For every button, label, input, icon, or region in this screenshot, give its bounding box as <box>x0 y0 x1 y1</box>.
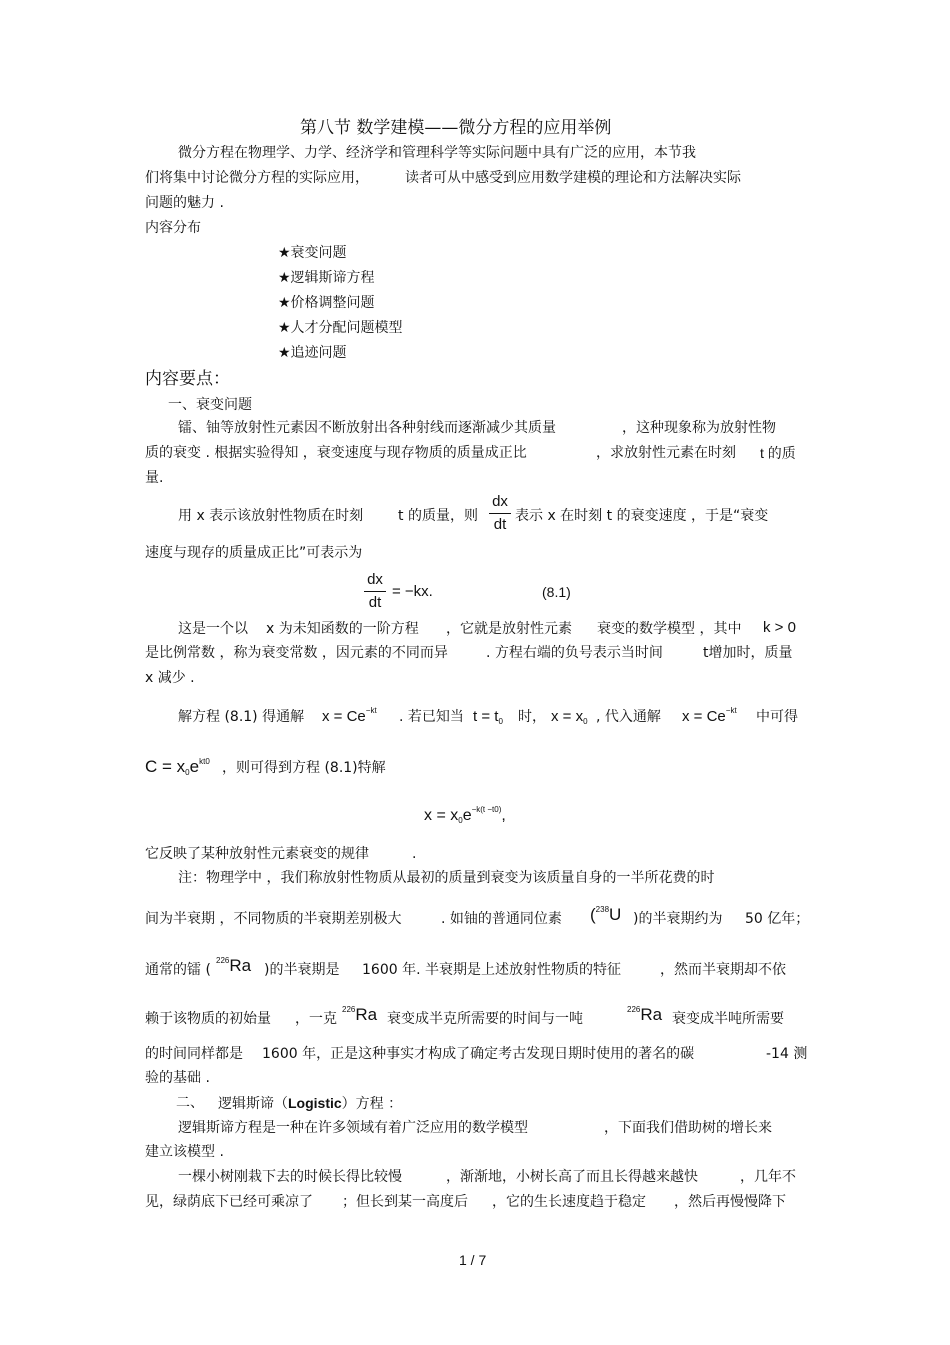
fraction-bar <box>489 513 511 514</box>
intro-line-2a: 们将集中讨论微分方程的实际应用， <box>145 170 369 186</box>
fraction-denominator: dt <box>368 594 382 611</box>
s1-para-4b: t 的质量，则 <box>398 508 478 524</box>
fraction-denominator: dt <box>493 516 507 533</box>
s2-para-3b: ，渐渐地，小树长高了而且长得越来越快 <box>446 1169 698 1185</box>
intro-line-2b: 读者可从中感受到应用数学建模的理论和方法解决实际 <box>405 170 741 186</box>
uranium-isotope: ($^{238}$U <box>590 905 622 924</box>
s1-para-3: 量. <box>145 470 164 486</box>
exponent <box>472 805 502 814</box>
s1-para-9a: 解方程 (8.1) 得通解 <box>178 709 305 725</box>
s1-para-6c: ，它就是放射性元素 <box>446 621 572 637</box>
subscript-zero: 0 <box>458 816 463 825</box>
s1-para-1b: ，这种现象称为放射性物 <box>622 420 776 436</box>
s1-para-7a: 是比例常数 ，称为衰变常数 ，因元素的不同而异 <box>145 645 448 661</box>
subscript-zero: 0 <box>185 768 190 777</box>
exponent-subscript: 0 <box>494 805 499 814</box>
s1-para-2a: 质的衰变 . 根据实验得知 ，衰变速度与现存物质的质量成正比 <box>145 445 527 461</box>
section-2-title-a: 逻辑斯谛（ <box>218 1096 288 1112</box>
s1-para-9c: 时， <box>518 709 546 725</box>
s1-para-16c: 衰变成半克所需要的时间与一吨 <box>387 1011 583 1027</box>
section-1-heading: 一、衰变问题 <box>168 397 252 413</box>
s1-para-9b: . 若已知当 <box>399 709 464 725</box>
initial-mass <box>551 708 588 726</box>
s1-para-14b: . 如铀的普通同位素 <box>441 911 562 927</box>
s1-para-17a: 的时间同样都是 <box>145 1046 243 1062</box>
exponent: −kt <box>365 706 377 715</box>
s1-para-4c: 表示 x 在时刻 t 的衰变速度 ，于是“衰变 <box>515 508 769 524</box>
page-number: 1 / 7 <box>459 1252 487 1268</box>
s1-para-17c: -14 测 <box>766 1046 808 1062</box>
exponent <box>199 757 210 766</box>
section-2-title <box>218 1094 402 1113</box>
s2-para-4a: 见，绿荫底下已经可乘凉了 <box>145 1194 313 1210</box>
element-symbol: Ra <box>355 1005 378 1024</box>
exponent: −kt <box>725 706 737 715</box>
general-solution-repeat <box>682 708 737 726</box>
s2-para-1b: ，下面我们借助树的增长来 <box>604 1120 772 1136</box>
s2-para-2: 建立该模型 . <box>145 1144 224 1160</box>
s1-para-7b: . 方程右端的负号表示当时间 <box>486 645 663 661</box>
fraction-dx-dt-inline <box>489 493 511 534</box>
element-symbol: U <box>609 905 622 924</box>
s2-para-3a: 一棵小树刚栽下去的时候长得比较慢 <box>178 1169 402 1185</box>
radium-isotope <box>627 1006 662 1024</box>
toc-item-logistic: ★逻辑斯谛方程 <box>278 270 375 286</box>
s2-para-1a: 逻辑斯谛方程是一种在许多领域有着广泛应用的数学模型 <box>178 1120 528 1136</box>
s2-para-4d: ，然后再慢慢降下 <box>674 1194 786 1210</box>
trailing-comma: , <box>501 807 506 824</box>
radium-isotope <box>216 957 251 975</box>
key-points-heading: 内容要点： <box>145 369 230 389</box>
s1-para-16b: ，一克 <box>295 1011 337 1027</box>
s1-para-13: 注：物理学中 ，我们称放射性物质从最初的质量到衰变为该质量自身的一半所花费的时 <box>178 870 715 886</box>
s1-para-1a: 镭、铀等放射性元素因不断放射出各种射线而逐渐减少其质量 <box>178 420 556 436</box>
s1-para-14a: 间为半衰期 ，不同物质的半衰期差别极大 <box>145 911 402 927</box>
mass-number: 226 <box>216 956 230 965</box>
s1-para-6d: 衰变的数学模型 ，其中 <box>597 621 742 637</box>
exponent-close: ) <box>498 805 502 814</box>
mass-number: 226 <box>627 1005 641 1014</box>
section-2-number: 二、 <box>176 1095 204 1111</box>
exponent-base: kt <box>199 757 206 766</box>
fraction-bar <box>364 591 386 592</box>
s1-para-2c: t 的质 <box>760 445 796 461</box>
s1-para-15c: 1600 年. 半衰期是上述放射性物质的特征 <box>362 962 621 978</box>
s1-para-14d: 50 亿年； <box>745 911 810 927</box>
equation-rhs: = −kx. <box>392 583 433 600</box>
element-symbol: Ra <box>229 956 252 975</box>
intro-line-1: 微分方程在物理学、力学、经济学和管理科学等实际问题中具有广泛的应用，本节我 <box>178 145 696 161</box>
s2-para-4c: ，它的生长速度趋于稳定 <box>492 1194 646 1210</box>
particular-solution-base: x = x <box>424 807 459 824</box>
s1-para-6b: x 为未知函数的一阶方程 <box>266 621 419 637</box>
initial-time <box>473 708 503 726</box>
constant-c-base: C = x <box>145 757 186 776</box>
exponent-subscript: 0 <box>205 757 210 766</box>
toc-item-talent: ★人才分配问题模型 <box>278 320 403 336</box>
toc-heading: 内容分布 <box>145 220 201 236</box>
general-solution-base: x = Ce <box>322 708 366 725</box>
s1-para-14c: )的半衰期约为 <box>633 911 723 927</box>
s1-para-15b: )的半衰期是 <box>264 962 340 978</box>
toc-item-decay: ★衰变问题 <box>278 245 347 261</box>
equation-label-8-1: (8.1) <box>542 584 571 600</box>
s1-para-5: 速度与现存的质量成正比”可表示为 <box>145 545 363 561</box>
initial-mass-base: x = x <box>551 708 584 725</box>
constant-c <box>145 758 210 776</box>
euler-e: e <box>462 807 472 824</box>
particular-solution <box>424 807 506 825</box>
s1-para-16d: 衰变成半吨所需要 <box>672 1011 784 1027</box>
s2-para-4b: ；但长到某一高度后 <box>342 1194 468 1210</box>
subscript-zero: 0 <box>583 717 588 726</box>
mass-number: 226 <box>342 1005 356 1014</box>
general-solution <box>322 708 377 726</box>
euler-e: e <box>189 757 200 776</box>
s1-para-15a: 通常的镭 ( <box>145 962 211 978</box>
fraction-numerator: dx <box>367 571 383 588</box>
s1-para-8: x 减少 . <box>145 670 195 686</box>
page-title: 第八节 数学建模——微分方程的应用举例 <box>300 118 612 138</box>
initial-time-base: t = t <box>473 708 499 725</box>
general-solution-base: x = Ce <box>682 708 726 725</box>
toc-item-price: ★价格调整问题 <box>278 295 375 311</box>
intro-line-3: 问题的魅力 . <box>145 195 224 211</box>
s2-para-3c: ，几年不 <box>740 1169 796 1185</box>
s1-para-9e: 中可得 <box>756 709 798 725</box>
exponent-base: −k(t −t <box>471 805 495 814</box>
radium-isotope <box>342 1006 377 1024</box>
subscript-zero: 0 <box>498 717 503 726</box>
s1-para-9d: , 代入通解 <box>596 709 661 725</box>
s1-para-2b: ，求放射性元素在时刻 <box>596 445 736 461</box>
s1-para-12a: 它反映了某种放射性元素衰变的规律 <box>145 846 369 862</box>
s1-para-6a: 这是一个以 <box>178 621 248 637</box>
s1-para-17b: 1600 年，正是这种事实才构成了确定考古发现日期时使用的著名的碳 <box>262 1046 695 1062</box>
s1-para-4a: 用 x 表示该放射性物质在时刻 <box>178 508 364 524</box>
s1-para-16a: 赖于该物质的初始量 <box>145 1011 271 1027</box>
mass-number: 238 <box>595 905 610 914</box>
s1-para-12b: . <box>412 846 417 862</box>
s1-para-7c: t增加时，质量 <box>703 645 793 661</box>
s1-para-6e: k > 0 <box>763 619 796 636</box>
section-2-title-latin: Logistic <box>288 1095 342 1111</box>
fraction-dx-dt-equation <box>364 571 386 612</box>
section-2-title-b: ）方程 ： <box>341 1096 403 1112</box>
fraction-numerator: dx <box>492 493 508 510</box>
toc-item-pursuit: ★追迹问题 <box>278 345 347 361</box>
s1-para-18: 验的基础 . <box>145 1070 210 1086</box>
s1-para-10a: ，则可得到方程 (8.1)特解 <box>222 760 386 776</box>
element-symbol: Ra <box>640 1005 663 1024</box>
s1-para-15d: ，然而半衰期却不依 <box>660 962 786 978</box>
